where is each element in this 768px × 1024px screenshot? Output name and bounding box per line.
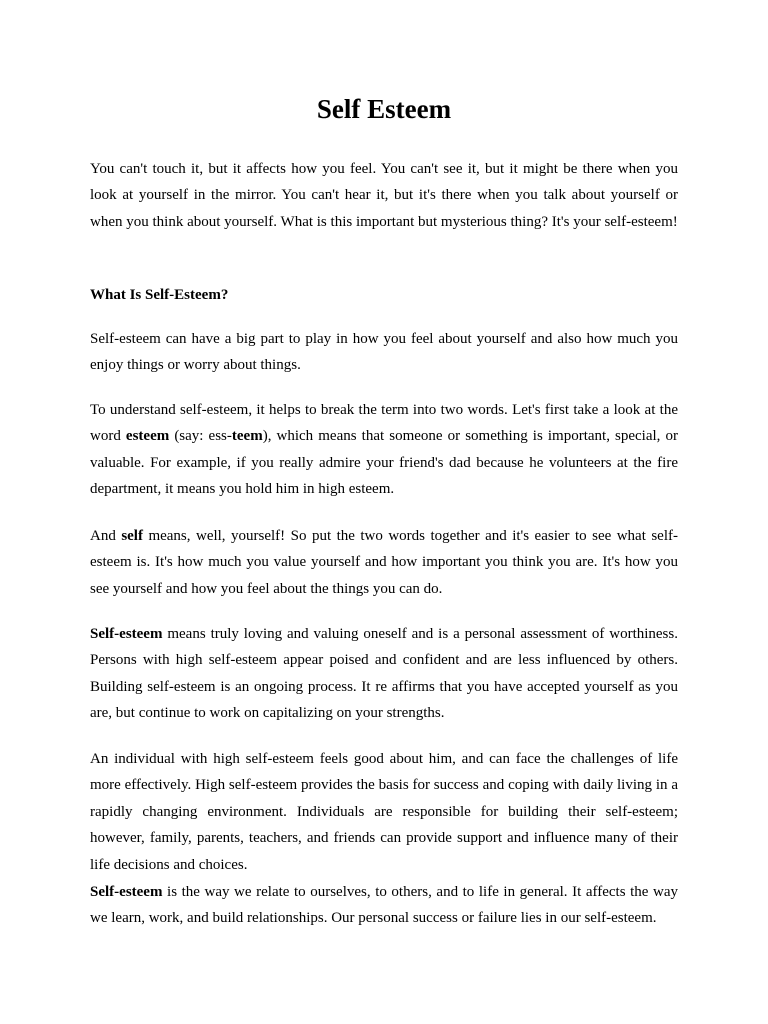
paragraph-self-esteem-meaning [90,621,678,727]
intro-paragraph: You can't touch it, but it affects how you feel. You can't see it, but it might be there when you look at yourself in the mirror. You can't hear it, but it's there when you talk about yourself or when you think about yourself. What is this important but mysterious thing? It's your self-esteem! [90,161,678,230]
paragraph-definition: Self-esteem can have a big part to play in how you feel about yourself and also how much you enjoy things or worry about things. [90,331,678,374]
page-title: Self Esteem [316,94,452,124]
paragraph-text: (say: ess- [169,428,232,445]
paragraph-esteem-word [90,397,678,503]
bold-term-self-esteem: Self-esteem [90,626,163,642]
paragraph-text: is the way we relate to ourselves, to others, and to life in general. It affects the way we learn, work, and build relationships. Our personal success or failure lies in our self-esteem. [90,884,678,927]
bold-term-esteem: esteem [125,428,170,445]
paragraph-high-self-esteem: An individual with high self-esteem feels good about him, and can face the challenges of life more effectively. High self-esteem provides the basis for success and coping with daily living in a rapidly changing environment. Individuals are responsible for building their self-esteem; however, family, parents, teachers, and friends can provide support and influence many of their life decisions and choices. [90,751,678,873]
section-heading: What Is Self-Esteem? [90,287,229,303]
paragraph-text: means, well, yourself! So put the two words together and it's easier to see what self-esteem is. It's how much you value yourself and how important you think you are. It's how you see yourself and how you feel about the things you can do. [90,528,679,597]
bold-term-self-esteem: Self-esteem [90,884,163,900]
paragraph-text: To understand self-esteem, it helps to break the term into two words. Let's first take a look at the word [90,402,678,445]
paragraph-text: means truly loving and valuing oneself and is a personal assessment of worthiness. Persons with high self-esteem appear poised and confident and are less influenced by others. Building self-esteem is an ongoing process. It re affirms that you have accepted yourself as you are, but continue to work on capitalizing on your strengths. [90,626,678,722]
paragraph-text: And [90,528,122,544]
paragraph-text: ), which means that someone or something is important, special, or valuable. For example, if you really admire your friend's dad because he volunteers at the fire department, it means you hold him in high esteem. [90,428,679,498]
bold-term-teem: teem [231,428,263,445]
bold-term-self: self [121,528,143,544]
paragraph-self-word [90,523,678,602]
paragraph-relationships [90,879,678,932]
